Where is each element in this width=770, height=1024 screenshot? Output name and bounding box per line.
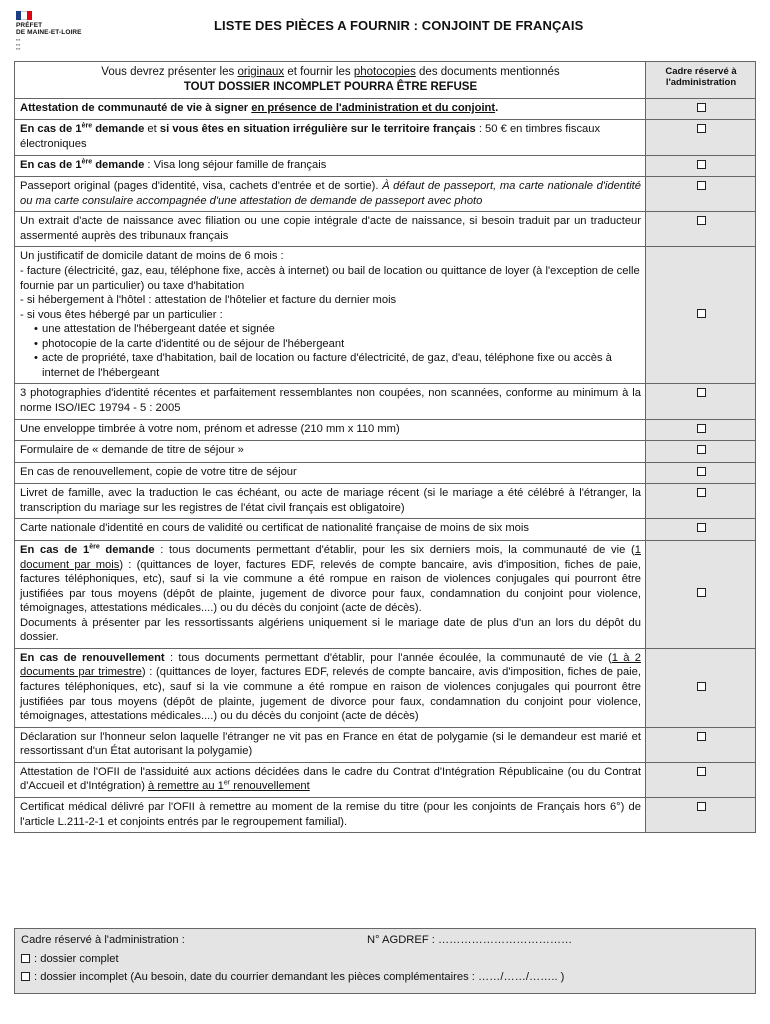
row-text-part: : 50 € en timbres fiscaux électroniques [20, 123, 601, 150]
row-text-part: : Visa long séjour famille de français [144, 158, 327, 171]
checkbox-cell [646, 540, 756, 648]
row-text: Livret de famille, avec la traduction le cas échéant, ou acte de mariage récent (si le mariage a été célébré à l'étranger, la transcription du mariage sur les registres de l'état civil français est obligatoire) [15, 484, 646, 519]
row-text: Certificat médical délivré par l'OFII à remettre au moment de la remise du titre (pour les conjoints de Français hors 6°) de l'article L.211-2-1 et conjoints entrés par le regroupement familial). [15, 797, 646, 832]
row-underline: 1 document par mois [20, 543, 641, 571]
checkbox[interactable] [697, 124, 706, 133]
documents-table [14, 61, 756, 833]
row-text: Une enveloppe timbrée à votre nom, prénom et adresse (210 mm x 110 mm) [15, 419, 646, 441]
row-text-part: . [495, 101, 499, 114]
row-text-part: Documents à présenter par les ressortissants algériens uniquement si le mariage date de plus d'un an lors du dépôt du dossier. [20, 616, 641, 644]
intro-text: Vous devrez présenter les [101, 66, 238, 78]
row-line: Un justificatif de domicile datant de moins de 6 mois : [20, 250, 284, 263]
intro-originals: originaux [237, 66, 285, 78]
row-underline: 1 à 2 documents par trimestre [20, 651, 641, 679]
table-row [15, 155, 756, 177]
page-header [14, 8, 756, 60]
row-text: En cas de renouvellement, copie de votre titre de séjour [15, 462, 646, 484]
row-underline: à remettre au 1 [148, 780, 224, 793]
table-row [15, 247, 756, 384]
table-row [15, 762, 756, 797]
list-item: • photocopie de la carte d'identité ou de séjour de l'hébergeant [34, 337, 641, 352]
checkbox-cell [646, 419, 756, 441]
incomplete-checkbox[interactable] [21, 972, 30, 981]
row-line: - facture (électricité, gaz, eau, téléphone fixe, accès à internet) ou bail de location ou quittance de loyer (à l'exception de celle fournie par un particulier) ou taxe d'habitation [20, 264, 640, 292]
checkbox-cell [646, 155, 756, 177]
superscript: ère [89, 543, 100, 551]
admin-label: Cadre réservé à l'administration : [21, 934, 185, 946]
checkbox[interactable] [697, 802, 706, 811]
checkbox-cell [646, 441, 756, 463]
table-row [15, 384, 756, 419]
table-row [15, 797, 756, 832]
intro-photocopies: photocopies [353, 66, 416, 78]
row-text [15, 98, 646, 120]
table-row [15, 98, 756, 120]
row-text-part: demande [92, 123, 145, 136]
row-text-part: ) : (quittances de loyer, factures EDF, relevés de compte bancaire, avis d'imposition, fiches de paie, factures téléphoniques, etc), sauf si la vie commune a été rompue en raison de violences conjugales qui pourront être justifiées par tous moyens (dépôt de plainte, jugement de divorce pour faux, condamnation du conjoint pour violence, témoignages, attestations médicales....) ou du décès du conjoint (acte de décès) [20, 666, 641, 723]
superscript: ère [81, 157, 93, 165]
checkbox[interactable] [697, 445, 706, 454]
row-text [15, 762, 646, 797]
table-row [15, 462, 756, 484]
checkbox[interactable] [697, 309, 706, 318]
row-text-part: et [144, 123, 160, 136]
logo-line-2: DE MAINE-ET-LOIRE [16, 29, 82, 37]
checkbox[interactable] [697, 488, 706, 497]
table-header-row [15, 62, 756, 99]
checkbox[interactable] [697, 682, 706, 691]
checkbox[interactable] [697, 424, 706, 433]
logo-motto: ▪▪▪ ▪▪▪ ▪▪▪ [16, 36, 21, 52]
row-bold: si vous êtes en situation irrégulière sur le territoire français [159, 123, 476, 136]
complete-checkbox[interactable] [21, 954, 30, 963]
incomplete-label: : dossier incomplet (Au besoin, date du courrier demandant les pièces complémentaires : ……/……/…….. ) [34, 970, 565, 983]
row-text [15, 540, 646, 648]
row-text-part: demande [92, 158, 145, 171]
row-underline: renouvellement [230, 780, 310, 793]
agdref-field[interactable]: N° AGDREF : ……………………………… [367, 934, 573, 946]
checkbox-cell [646, 120, 756, 155]
checkbox[interactable] [697, 160, 706, 169]
table-row [15, 177, 756, 212]
checkbox-cell [646, 519, 756, 541]
admin-reserved-box [14, 928, 756, 994]
row-text [15, 155, 646, 177]
reserved-header: Cadre réservé à l'administration [646, 62, 756, 99]
page-title: LISTE DES PIÈCES A FOURNIR : CONJOINT DE FRANÇAIS [214, 18, 584, 33]
table-row [15, 212, 756, 247]
superscript: ère [81, 122, 93, 130]
checkbox[interactable] [697, 523, 706, 532]
row-text-part: Attestation de communauté de vie à signer [20, 101, 252, 114]
row-line: - si vous êtes hébergé par un particulier : [20, 308, 223, 321]
complete-label: : dossier complet [34, 953, 119, 965]
intro-cell [15, 62, 646, 99]
row-text [15, 648, 646, 727]
flag-red [27, 11, 32, 20]
row-text-part: Passeport original (pages d'identité, visa, cachets d'entrée et de sortie). [20, 180, 383, 193]
table-row [15, 484, 756, 519]
row-text-part: Attestation de l'OFII de l'assiduité aux actions décidées dans le cadre du Contrat d'Intégration Républicaine (ou du Contrat d'Accueil et d'Intégration) [20, 765, 641, 793]
intro-text: des documents mentionnés [415, 66, 560, 78]
list-item: • acte de propriété, taxe d'habitation, bail de location ou facture d'électricité, de gaz, d'eau, téléphone fixe ou accès à internet de l'hébergeant [34, 351, 641, 380]
row-text [15, 247, 646, 384]
prefecture-logo [16, 11, 106, 52]
checkbox[interactable] [697, 181, 706, 190]
checkbox-cell [646, 177, 756, 212]
row-line: - si hébergement à l'hôtel : attestation de l'hôtelier et facture du dernier mois [20, 294, 397, 307]
checkbox-cell [646, 462, 756, 484]
row-text-part: En cas de 1 [20, 543, 90, 556]
logo-line-1: PRÉFET [16, 22, 43, 29]
checkbox-cell [646, 727, 756, 762]
row-text [15, 120, 646, 155]
row-text-part: En cas de 1 [20, 123, 82, 136]
checkbox-cell [646, 247, 756, 384]
incomplete-warning: TOUT DOSSIER INCOMPLET POURRA ÊTRE REFUSE [183, 80, 478, 93]
bullet-list [34, 322, 641, 380]
checkbox[interactable] [697, 767, 706, 776]
row-text-part: demande [99, 543, 155, 556]
row-text: Un extrait d'acte de naissance avec filiation ou une copie intégrale d'acte de naissance, si besoin traduit par un traducteur assermenté auprès des tribunaux français [15, 212, 646, 247]
checkbox-cell [646, 384, 756, 419]
row-text: 3 photographies d'identité récentes et parfaitement ressemblantes non coupées, non scannées, conforme au minimum à la norme ISO/IEC 19794 - 5 : 2005 [15, 384, 646, 419]
table-row [15, 648, 756, 727]
checkbox-cell [646, 648, 756, 727]
incomplete-option [21, 970, 749, 985]
checkbox-cell [646, 98, 756, 120]
checkbox-cell [646, 212, 756, 247]
checkbox-cell [646, 762, 756, 797]
checkbox[interactable] [697, 467, 706, 476]
row-italic: À défaut de passeport, ma carte nationale d'identité ou ma carte consulaire accompagnée d'une attestation de demande de passeport avec photo [20, 180, 642, 207]
checkbox[interactable] [697, 388, 706, 397]
table-row [15, 419, 756, 441]
table-row [15, 441, 756, 463]
row-text-part: En cas de 1 [20, 158, 82, 171]
intro-text: et fournir les [284, 66, 354, 78]
checkbox[interactable] [697, 588, 706, 597]
row-text: Carte nationale d'identité en cours de validité ou certificat de nationalité française de moins de six mois [15, 519, 646, 541]
row-text: Formulaire de « demande de titre de séjour » [15, 441, 646, 463]
row-text-part: : tous documents permettant d'établir, pour les six derniers mois, la communauté de vie ( [154, 543, 635, 556]
list-item: • une attestation de l'hébergeant datée et signée [34, 322, 641, 337]
flag-icon [16, 11, 32, 20]
row-bold: En cas de renouvellement [20, 651, 165, 664]
table-row [15, 519, 756, 541]
checkbox[interactable] [697, 103, 706, 112]
table-row [15, 120, 756, 155]
checkbox-cell [646, 797, 756, 832]
checkbox-cell [646, 484, 756, 519]
row-text-part: : tous documents permettant d'établir, pour l'année écoulée, la communauté de vie ( [164, 651, 612, 664]
superscript: er [223, 779, 231, 787]
row-text-part: ) : (quittances de loyer, factures EDF, relevés de compte bancaire, avis d'imposition, fiches de paie, factures téléphoniques, etc), sauf si la vie commune a été rompue en raison de violences conjugales qui pourront être justifiées par tous moyens (dépôt de plainte, jugement de divorce pour faux, condamnation du conjoint pour violence, témoignages, attestations médicales....) ou du décès du conjoint (acte de décès). [20, 558, 641, 615]
row-text: Déclaration sur l'honneur selon laquelle l'étranger ne vit pas en France en état de polygamie (si le demandeur est marié et ressortissant d'un État autorisant la polygamie) [15, 727, 646, 762]
row-underline: en présence de l'administration et du conjoint [251, 101, 496, 114]
row-text [15, 177, 646, 212]
table-row [15, 540, 756, 648]
complete-option [21, 952, 749, 967]
checkbox[interactable] [697, 732, 706, 741]
table-row [15, 727, 756, 762]
admin-line [21, 933, 749, 949]
checkbox[interactable] [697, 216, 706, 225]
